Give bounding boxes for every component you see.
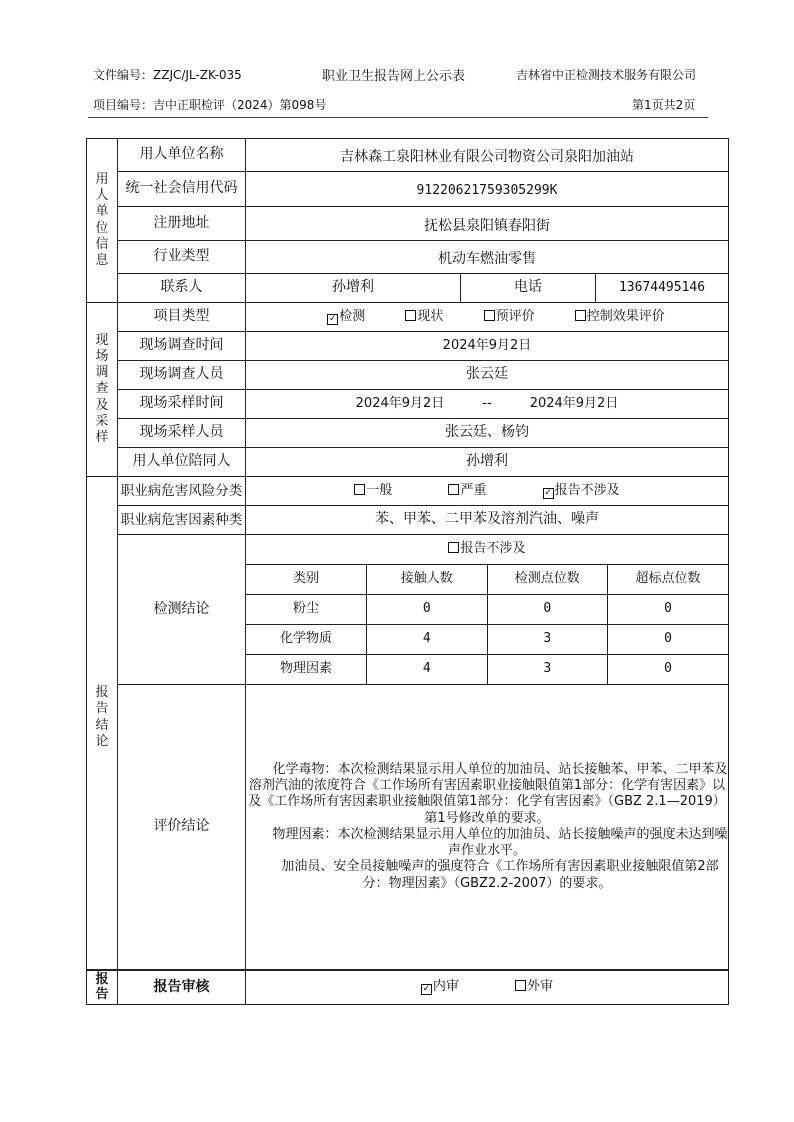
option-control-evaluation[interactable]: 控制效果评价 (575, 309, 665, 325)
option-external-review[interactable]: 外审 (515, 979, 553, 995)
doc-number: 文件编号：ZZJC/JL-ZK-035 (93, 68, 242, 82)
detection-label: 检测结论 (118, 535, 246, 685)
review-options (246, 970, 729, 1005)
sampling-end: 2024年9月2日 (529, 395, 619, 411)
hazard-label: 职业病危害因素种类 (118, 506, 246, 535)
address-value: 抚松县泉阳镇春阳街 (246, 207, 729, 241)
detection-cell-category: 粉尘 (246, 595, 367, 625)
sampling-time (246, 390, 729, 419)
checkbox-empty-icon (515, 980, 526, 991)
escort-value: 孙增利 (246, 448, 729, 477)
hazard-types: 苯、甲苯、二甲苯及溶剂汽油、噪声 (246, 506, 729, 535)
project-type-label: 项目类型 (118, 303, 246, 332)
checkbox-empty-icon (484, 310, 495, 321)
phone-label: 电话 (461, 274, 596, 303)
option-risk-not-applicable[interactable]: ✓ 报告不涉及 (544, 482, 620, 498)
credit-code-label: 统一社会信用代码 (118, 172, 246, 207)
option-risk-serious[interactable]: 严重 (448, 483, 486, 499)
checkbox-empty-icon (354, 484, 365, 495)
company-name: 吉林省中正检测技术服务有限公司 (516, 68, 697, 82)
industry-value: 机动车燃油零售 (246, 241, 729, 274)
credit-code: 91220621759305299K (246, 172, 729, 207)
checkbox-empty-icon (575, 310, 586, 321)
risk-options (246, 477, 729, 506)
detection-cell-category: 化学物质 (246, 625, 367, 655)
detection-cell-points: 3 (487, 655, 608, 685)
report-table (86, 138, 729, 1005)
detection-cell-exceed: 0 (608, 595, 729, 625)
detection-cell-exposed: 4 (367, 625, 488, 655)
table-row (246, 655, 728, 685)
option-detection[interactable]: ✓ 检测 (328, 308, 366, 324)
survey-staff: 张云廷 (246, 361, 729, 390)
detection-table (246, 535, 728, 684)
conclusion-section-label: 报 告 结 论 (87, 477, 118, 970)
sampling-staff: 张云廷、杨钧 (246, 419, 729, 448)
detection-cell-exposed: 4 (367, 655, 488, 685)
detection-cell-exceed: 0 (608, 625, 729, 655)
evaluation-paragraph: 物理因素：本次检测结果显示用人单位的加油员、站长接触噪声的强度未达到噪声作业水平。 (272, 826, 728, 858)
option-pre-evaluation[interactable]: 预评价 (484, 309, 535, 325)
project-type-options (246, 303, 729, 332)
review-section-label: 报 告 (87, 970, 118, 1005)
form-title: 职业卫生报告网上公示表 (322, 69, 466, 84)
employer-name: 吉林森工泉阳林业有限公司物资公司泉阳加油站 (246, 139, 729, 172)
detection-header-exceed: 超标点位数 (608, 565, 729, 595)
detection-cell-category: 物理因素 (246, 655, 367, 685)
risk-label: 职业病危害风险分类 (118, 477, 246, 506)
detection-not-applicable[interactable]: 报告不涉及 (246, 535, 728, 565)
evaluation-paragraph: 化学毒物：本次检测结果显示用人单位的加油员、站长接触苯、甲苯、二甲苯及溶剂汽油的浓度符合《工作场所有害因素职业接触限值第1部分：化学有害因素》以及《工作场所有害因素职业接触限值第1部分：化学有害因素》（GBZ 2.1—2019）第1号修改单的要求。 (248, 761, 728, 826)
detection-header-exposed: 接触人数 (367, 565, 488, 595)
detection-cell-exposed: 0 (367, 595, 488, 625)
contact-value: 孙增利 (246, 274, 461, 303)
evaluation-text (246, 685, 729, 970)
detection-header-points: 检测点位数 (487, 565, 608, 595)
checkbox-checked-icon: ✓ (422, 984, 431, 995)
sampling-start: 2024年9月2日 (355, 395, 445, 411)
sampling-separator: -- (482, 395, 492, 411)
sampling-time-label: 现场采样时间 (118, 390, 246, 419)
option-internal-review[interactable]: ✓ 内审 (422, 979, 459, 995)
checkbox-empty-icon (448, 542, 459, 553)
contact-label: 联系人 (118, 274, 246, 303)
detection-header-category: 类别 (246, 565, 367, 595)
survey-section-label: 现 场 调 查 及 采 样 (87, 303, 118, 477)
survey-staff-label: 现场调查人员 (118, 361, 246, 390)
option-status[interactable]: 现状 (405, 309, 443, 325)
detection-cell-points: 0 (487, 595, 608, 625)
page-indicator: 第1页共2页 (632, 98, 696, 112)
checkbox-checked-icon: ✓ (328, 313, 337, 324)
checkbox-empty-icon (405, 310, 416, 321)
escort-label: 用人单位陪同人 (118, 448, 246, 477)
phone-value: 13674495146 (596, 274, 729, 303)
checkbox-checked-icon: ✓ (544, 487, 552, 498)
project-number: 项目编号：吉中正职检评（2024）第098号 (93, 98, 327, 112)
address-label: 注册地址 (118, 207, 246, 241)
option-risk-general[interactable]: 一般 (354, 483, 392, 499)
header-rule (88, 117, 708, 118)
sampling-staff-label: 现场采样人员 (118, 419, 246, 448)
review-label: 报告审核 (118, 970, 246, 1005)
detection-cell-points: 3 (487, 625, 608, 655)
checkbox-empty-icon (448, 484, 459, 495)
table-row (246, 595, 728, 625)
table-row (246, 625, 728, 655)
evaluation-paragraph: 加油员、安全员接触噪声的强度符合《工作场所有害因素职业接触限值第2部分：物理因素》（GBZ2.2-2007）的要求。 (281, 859, 719, 891)
employer-name-label: 用人单位名称 (118, 139, 246, 172)
industry-label: 行业类型 (118, 241, 246, 274)
detection-cell-exceed: 0 (608, 655, 729, 685)
employer-section-label: 用 人 单 位 信 息 (87, 139, 118, 303)
detection-cell (246, 535, 729, 685)
evaluation-label: 评价结论 (118, 685, 246, 970)
survey-time-label: 现场调查时间 (118, 332, 246, 361)
survey-time: 2024年9月2日 (246, 332, 729, 361)
